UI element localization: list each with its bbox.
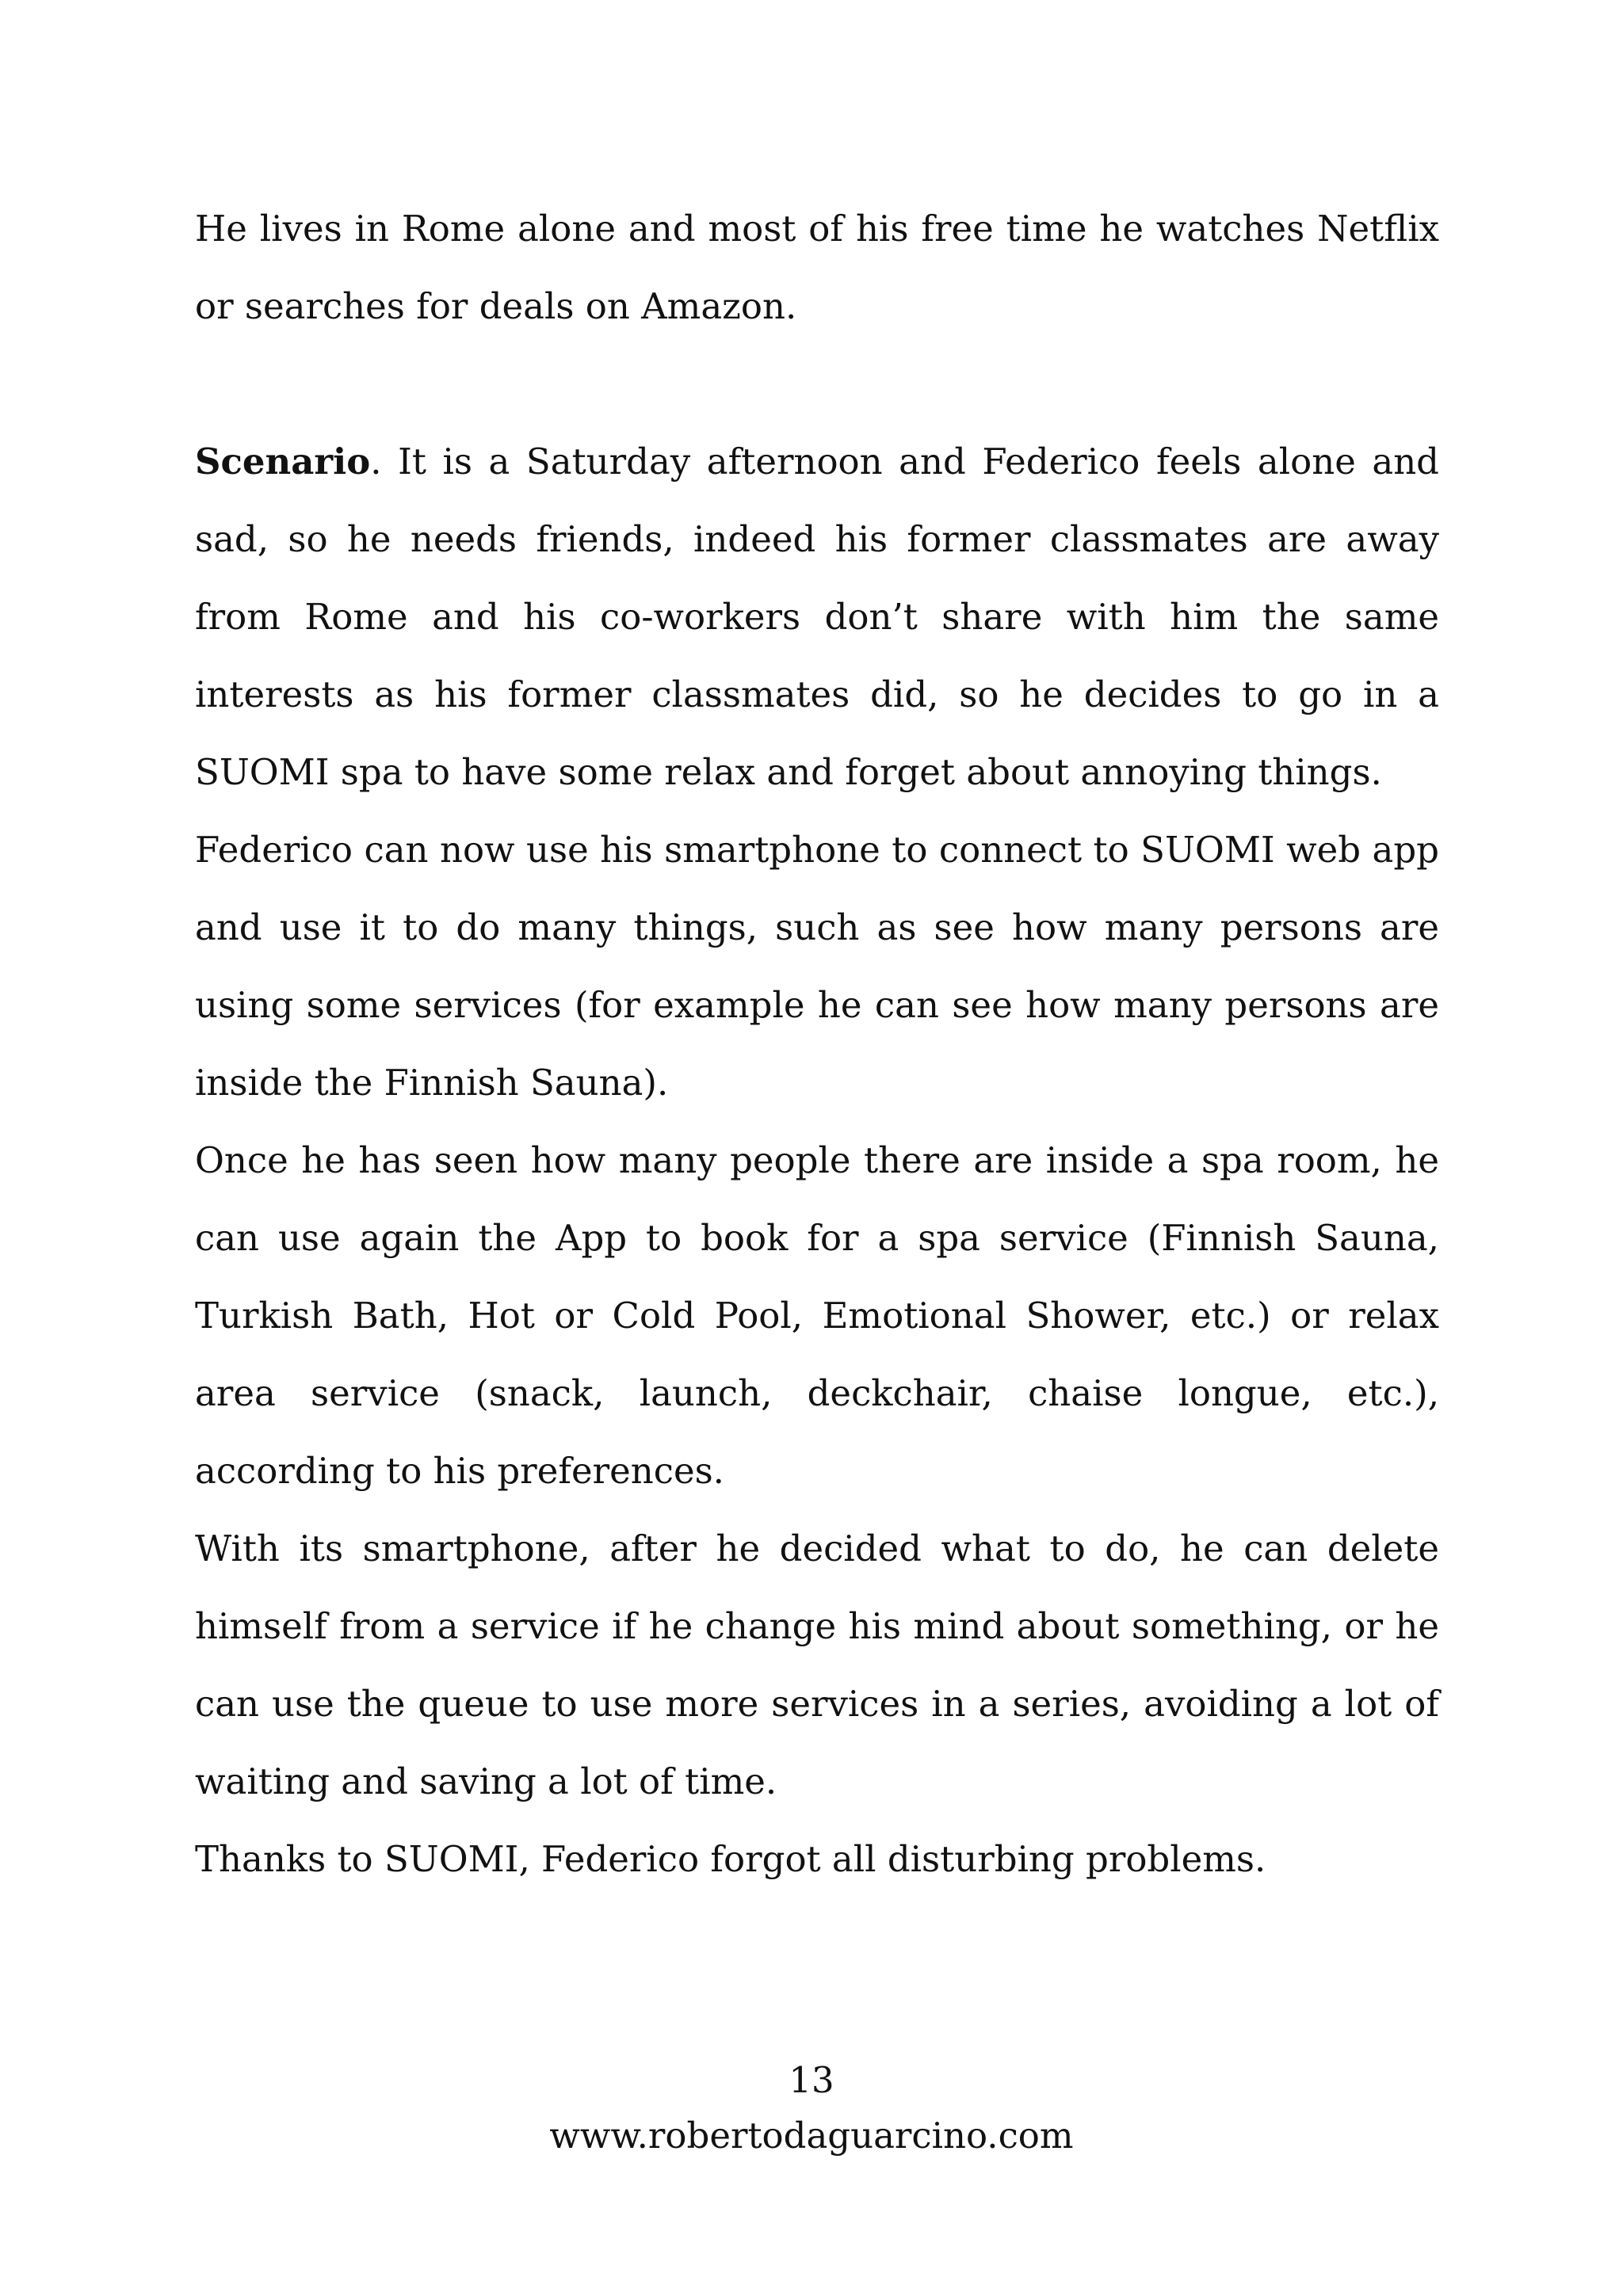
website-link[interactable]: www.robertodaguarcino.com bbox=[549, 2115, 1074, 2157]
paragraph-conclusion: Thanks to SUOMI, Federico forgot all disturbing problems. bbox=[195, 1838, 1266, 1880]
intro-paragraph: He lives in Rome alone and most of his free time he watches Netflix or searches for deals on Amazon. bbox=[195, 208, 1439, 327]
paragraph-booking: Once he has seen how many people there are inside a spa room, he can use again the App to book for a spa service (Finnish Sauna, Turkish Bath, Hot or Cold Pool, Emotional Shower, etc.) or relax area service (snack, launch, deckchair, chaise longue, etc.), according to his preferences. bbox=[195, 1139, 1439, 1492]
scenario-text: . It is a Saturday afternoon and Federico feels alone and sad, so he needs friends, indeed his former classmates are away from Rome and his co-workers don’t share with him the same interests as his former classmates did, so he decides to go in a SUOMI spa to have some relax and forget about annoying things. bbox=[195, 441, 1439, 793]
page-number: 13 bbox=[789, 2059, 834, 2101]
scenario-paragraph bbox=[195, 423, 1439, 811]
paragraph-app-usage: Federico can now use his smartphone to connect to SUOMI web app and use it to do many things, such as see how many persons are using some services (for example he can see how many persons are inside the Finnish Sauna). bbox=[195, 829, 1439, 1104]
page-body bbox=[195, 190, 1439, 1898]
paragraph-gap bbox=[195, 345, 1439, 423]
scenario-label: Scenario bbox=[195, 441, 371, 482]
paragraph-queue: With its smartphone, after he decided what to do, he can delete himself from a service if he change his mind about something, or he can use the queue to use more services in a series, avoiding a lot of waiting and saving a lot of time. bbox=[195, 1527, 1439, 1802]
